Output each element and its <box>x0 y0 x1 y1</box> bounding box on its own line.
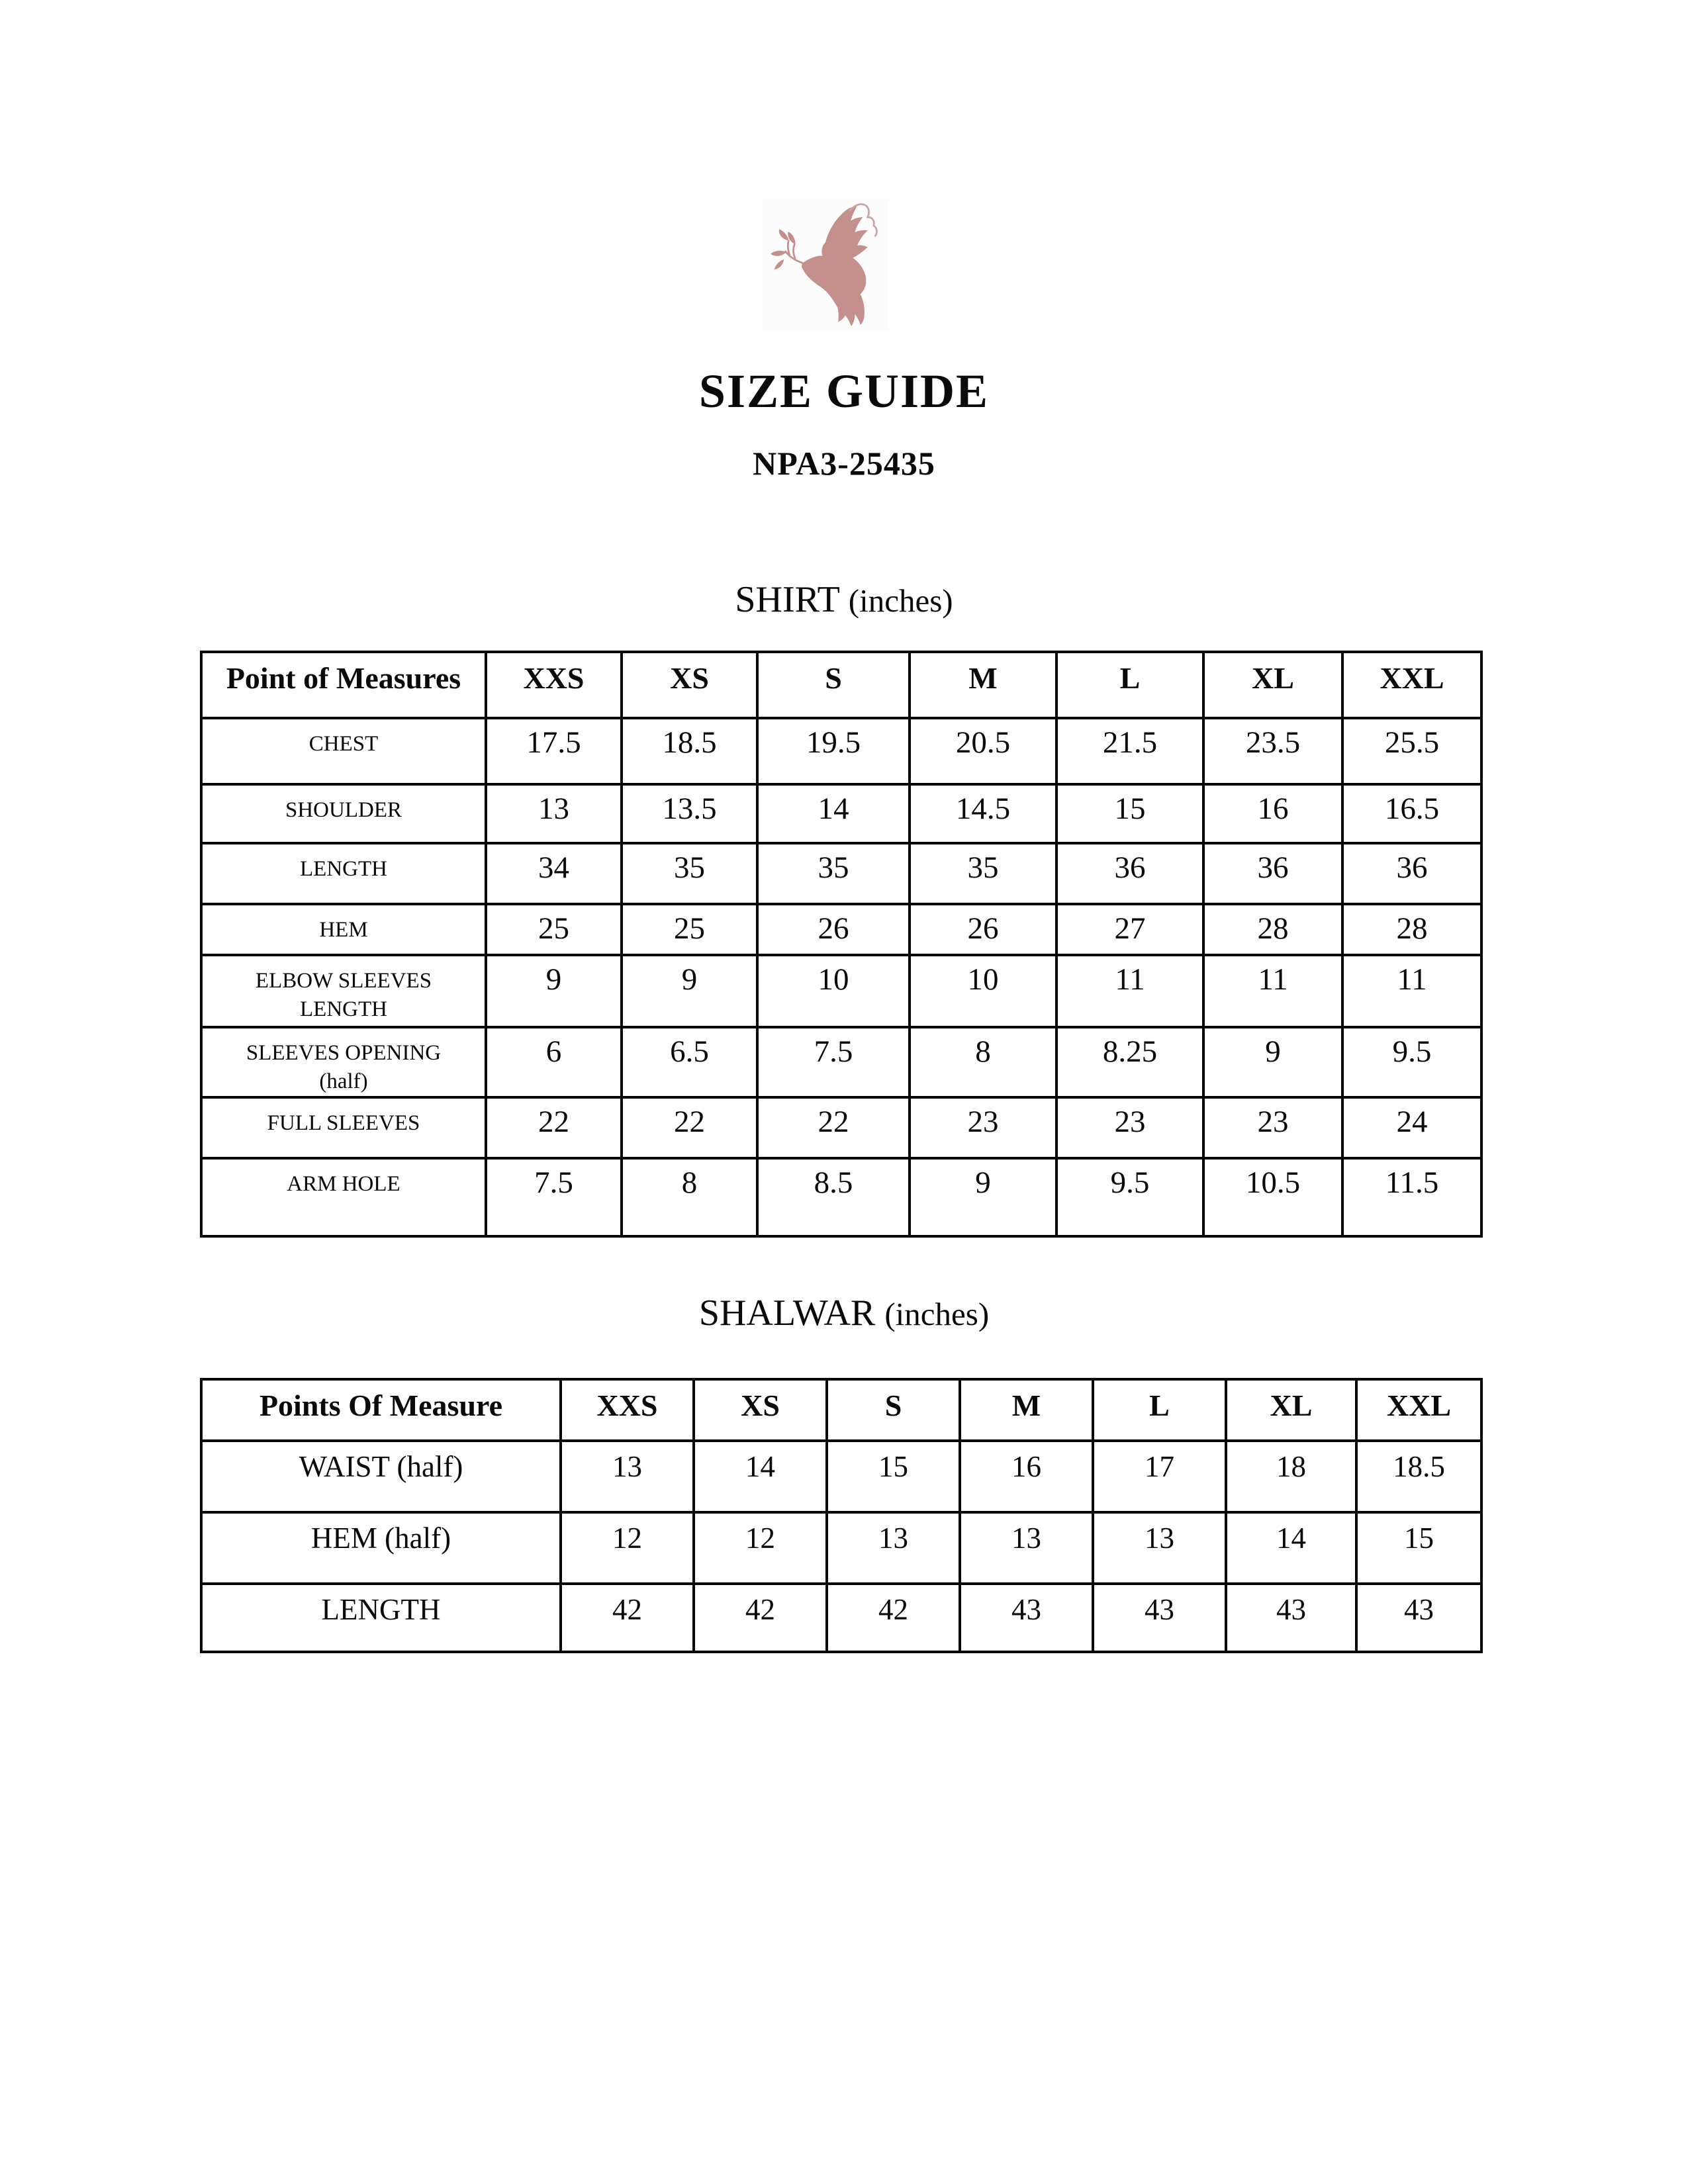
column-header-xs: XS <box>694 1379 827 1441</box>
cell-value: 28 <box>1342 904 1481 955</box>
column-header-s: S <box>827 1379 960 1441</box>
cell-value: 23 <box>910 1097 1056 1158</box>
cell-value: 10.5 <box>1203 1158 1342 1236</box>
cell-value: 15 <box>1356 1512 1481 1584</box>
row-label: SLEEVES OPENING (half) <box>201 1027 486 1097</box>
cell-value: 19.5 <box>757 718 910 784</box>
cell-value: 11 <box>1056 955 1203 1027</box>
shalwar-section-title <box>0 1292 1688 1334</box>
shalwar-size-table <box>200 1378 1483 1653</box>
row-label: FULL SLEEVES <box>201 1097 486 1158</box>
brand-logo <box>763 199 888 331</box>
cell-value: 35 <box>622 843 757 904</box>
cell-value: 16.5 <box>1342 784 1481 843</box>
cell-value: 16 <box>960 1441 1093 1512</box>
table-row-hem <box>201 904 1481 955</box>
cell-value: 25 <box>622 904 757 955</box>
cell-value: 9 <box>910 1158 1056 1236</box>
column-header-m: M <box>910 652 1056 718</box>
cell-value: 17 <box>1093 1441 1226 1512</box>
cell-value: 35 <box>757 843 910 904</box>
cell-value: 36 <box>1342 843 1481 904</box>
cell-value: 17.5 <box>486 718 622 784</box>
cell-value: 6 <box>486 1027 622 1097</box>
table-row-length <box>201 1584 1481 1652</box>
cell-value: 9 <box>1203 1027 1342 1097</box>
page-title: SIZE GUIDE <box>698 365 990 418</box>
cell-value: 7.5 <box>757 1027 910 1097</box>
cell-value: 13 <box>561 1441 694 1512</box>
cell-value: 13 <box>1093 1512 1226 1584</box>
cell-value: 18 <box>1226 1441 1356 1512</box>
column-header-l: L <box>1056 652 1203 718</box>
cell-value: 22 <box>622 1097 757 1158</box>
table-row-shoulder <box>201 784 1481 843</box>
column-header-points-of-measure: Points Of Measure <box>201 1379 561 1441</box>
shirt-size-table <box>200 651 1483 1238</box>
cell-value: 25.5 <box>1342 718 1481 784</box>
cell-value: 8 <box>622 1158 757 1236</box>
cell-value: 9.5 <box>1056 1158 1203 1236</box>
table-row-waist <box>201 1441 1481 1512</box>
table-row-arm-hole <box>201 1158 1481 1236</box>
cell-value: 6.5 <box>622 1027 757 1097</box>
cell-value: 42 <box>561 1584 694 1652</box>
column-header-xl: XL <box>1226 1379 1356 1441</box>
cell-value: 23.5 <box>1203 718 1342 784</box>
cell-value: 10 <box>757 955 910 1027</box>
column-header-m: M <box>960 1379 1093 1441</box>
table-row-elbow-sleeves-length <box>201 955 1481 1027</box>
row-label: HEM <box>201 904 486 955</box>
cell-value: 42 <box>827 1584 960 1652</box>
cell-value: 42 <box>694 1584 827 1652</box>
row-label: ELBOW SLEEVES LENGTH <box>201 955 486 1027</box>
shirt-title-unit: (inches) <box>848 582 953 619</box>
cell-value: 23 <box>1056 1097 1203 1158</box>
cell-value: 14 <box>1226 1512 1356 1584</box>
cell-value: 10 <box>910 955 1056 1027</box>
cell-value: 16 <box>1203 784 1342 843</box>
column-header-xxs: XXS <box>486 652 622 718</box>
product-code: NPA3-25435 <box>753 445 935 482</box>
cell-value: 22 <box>757 1097 910 1158</box>
cell-value: 43 <box>1356 1584 1481 1652</box>
dove-with-olive-branch-icon <box>765 201 886 328</box>
table-row-chest <box>201 718 1481 784</box>
cell-value: 27 <box>1056 904 1203 955</box>
shalwar-title-text: SHALWAR <box>698 1293 876 1334</box>
cell-value: 8.5 <box>757 1158 910 1236</box>
column-header-l: L <box>1093 1379 1226 1441</box>
column-header-xl: XL <box>1203 652 1342 718</box>
cell-value: 8 <box>910 1027 1056 1097</box>
row-label: HEM (half) <box>201 1512 561 1584</box>
cell-value: 8.25 <box>1056 1027 1203 1097</box>
cell-value: 23 <box>1203 1097 1342 1158</box>
cell-value: 25 <box>486 904 622 955</box>
cell-value: 9.5 <box>1342 1027 1481 1097</box>
cell-value: 12 <box>694 1512 827 1584</box>
table-row-full-sleeves <box>201 1097 1481 1158</box>
column-header-point-of-measures: Point of Measures <box>201 652 486 718</box>
row-label: SHOULDER <box>201 784 486 843</box>
cell-value: 15 <box>1056 784 1203 843</box>
shirt-title-text: SHIRT <box>735 579 839 620</box>
cell-value: 13 <box>960 1512 1093 1584</box>
table-row-length <box>201 843 1481 904</box>
column-header-xxl: XXL <box>1342 652 1481 718</box>
cell-value: 13 <box>827 1512 960 1584</box>
column-header-s: S <box>757 652 910 718</box>
cell-value: 18.5 <box>1356 1441 1481 1512</box>
table-row-hem <box>201 1512 1481 1584</box>
cell-value: 9 <box>622 955 757 1027</box>
cell-value: 43 <box>1093 1584 1226 1652</box>
cell-value: 26 <box>757 904 910 955</box>
cell-value: 12 <box>561 1512 694 1584</box>
cell-value: 20.5 <box>910 718 1056 784</box>
row-label: WAIST (half) <box>201 1441 561 1512</box>
column-header-xs: XS <box>622 652 757 718</box>
cell-value: 14 <box>757 784 910 843</box>
shirt-header-row <box>201 652 1481 718</box>
cell-value: 36 <box>1203 843 1342 904</box>
cell-value: 11.5 <box>1342 1158 1481 1236</box>
row-label: CHEST <box>201 718 486 784</box>
shirt-section-title <box>0 578 1688 621</box>
cell-value: 14.5 <box>910 784 1056 843</box>
cell-value: 26 <box>910 904 1056 955</box>
cell-value: 34 <box>486 843 622 904</box>
cell-value: 28 <box>1203 904 1342 955</box>
cell-value: 13 <box>486 784 622 843</box>
table-row-sleeves-opening <box>201 1027 1481 1097</box>
shalwar-title-unit: (inches) <box>884 1296 990 1332</box>
cell-value: 9 <box>486 955 622 1027</box>
cell-value: 7.5 <box>486 1158 622 1236</box>
cell-value: 13.5 <box>622 784 757 843</box>
cell-value: 24 <box>1342 1097 1481 1158</box>
cell-value: 14 <box>694 1441 827 1512</box>
row-label: LENGTH <box>201 1584 561 1652</box>
cell-value: 36 <box>1056 843 1203 904</box>
cell-value: 35 <box>910 843 1056 904</box>
shalwar-header-row <box>201 1379 1481 1441</box>
cell-value: 18.5 <box>622 718 757 784</box>
column-header-xxl: XXL <box>1356 1379 1481 1441</box>
cell-value: 43 <box>960 1584 1093 1652</box>
cell-value: 15 <box>827 1441 960 1512</box>
cell-value: 22 <box>486 1097 622 1158</box>
column-header-xxs: XXS <box>561 1379 694 1441</box>
row-label: LENGTH <box>201 843 486 904</box>
row-label: ARM HOLE <box>201 1158 486 1236</box>
cell-value: 43 <box>1226 1584 1356 1652</box>
cell-value: 21.5 <box>1056 718 1203 784</box>
cell-value: 11 <box>1342 955 1481 1027</box>
cell-value: 11 <box>1203 955 1342 1027</box>
